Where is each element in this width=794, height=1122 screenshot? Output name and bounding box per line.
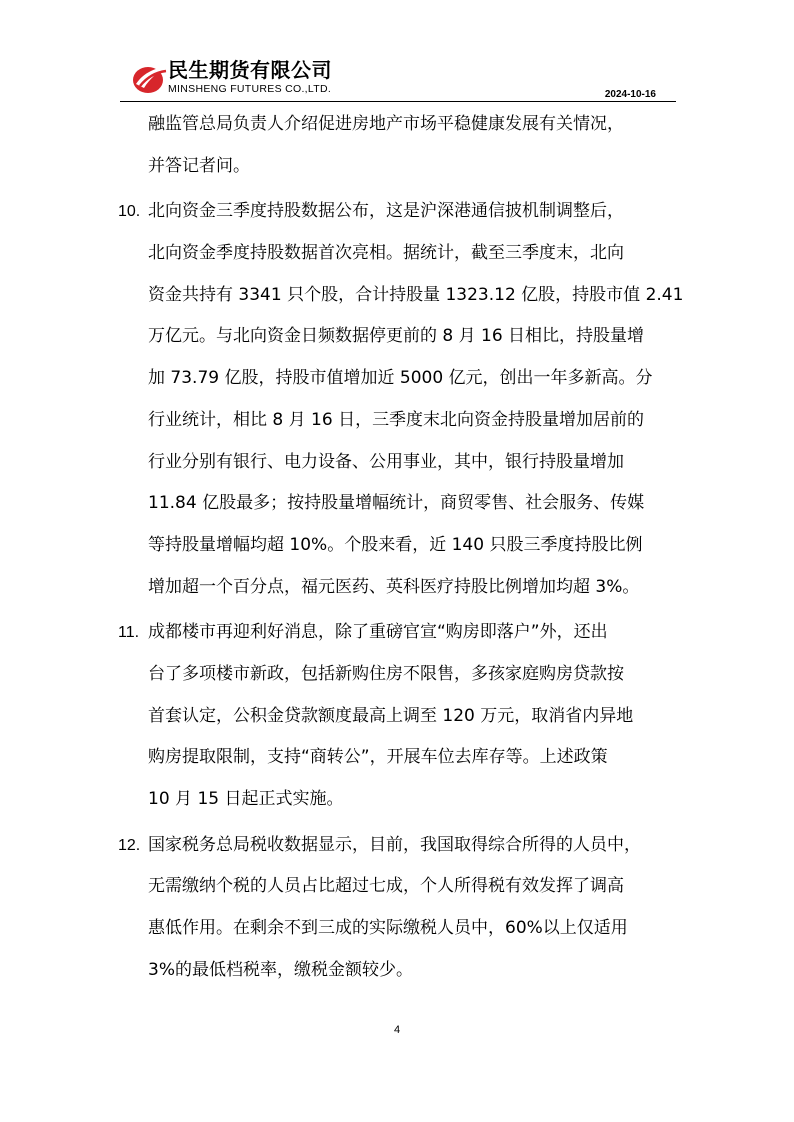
text-line: 台了多项楼市新政，包括新购住房不限售，多孩家庭购房贷款按 [148, 663, 624, 684]
list-item-number: 10. [118, 203, 141, 221]
text-line: 北向资金季度持股数据首次亮相。据统计，截至三季度末，北向 [148, 243, 624, 264]
header-divider [120, 101, 676, 102]
text-line: 并答记者问。 [148, 155, 250, 176]
text-line: 10 月 15 日起正式实施。 [148, 789, 344, 809]
text-line: 11.84 亿股最多；按持股量增幅统计，商贸零售、社会服务、传媒 [148, 493, 645, 514]
text-line: 增加超一个百分点，福元医药、英科医疗持股比例增加均超 3%。 [148, 576, 640, 597]
company-name-en: MINSHENG FUTURES CO.,LTD. [168, 83, 332, 95]
minsheng-logo-icon [130, 58, 170, 98]
report-date: 2024-10-16 [604, 89, 656, 100]
text-line: 惠低作用。在剩余不到三成的实际缴税人员中，60%以上仅适用 [148, 918, 628, 939]
text-line: 3%的最低档税率，缴税金额较少。 [148, 959, 413, 980]
text-line: 资金共持有 3341 只个股，合计持股量 1323.12 亿股，持股市值 2.41 [148, 284, 684, 305]
text-line: 融监管总局负责人介绍促进房地产市场平稳健康发展有关情况， [148, 114, 624, 134]
text-line: 北向资金三季度持股数据公布，这是沪深港通信披机制调整后， [148, 201, 624, 222]
text-line: 等持股量增幅均超 10%。个股来看，近 140 只股三季度持股比例 [148, 534, 643, 555]
page-number: 4 [393, 1024, 401, 1036]
text-line: 国家税务总局税收数据显示，目前，我国取得综合所得的人员中， [148, 834, 641, 855]
company-name-cn: 民生期货有限公司 [168, 58, 332, 82]
list-item [118, 825, 684, 992]
text-line: 行业分别有银行、电力设备、公用事业，其中，银行持股量增加 [148, 451, 624, 472]
list-item [118, 612, 684, 820]
text-line: 行业统计，相比 8 月 16 日，三季度末北向资金持股量增加居前的 [148, 409, 645, 430]
text-line: 购房提取限制，支持“商转公”，开展车位去库存等。上述政策 [148, 747, 608, 768]
text-line: 加 73.79 亿股，持股市值增加近 5000 亿元，创出一年多新高。分 [148, 368, 653, 389]
list-item-number: 12. [118, 836, 141, 854]
text-line: 无需缴纳个税的人员占比超过七成，个人所得税有效发挥了调高 [148, 876, 624, 897]
text-line: 成都楼市再迎利好消息，除了重磅官宣“购房即落户”外，还出 [148, 622, 608, 643]
document-body [118, 104, 684, 991]
list-item-number: 11. [118, 624, 140, 642]
page-header [120, 50, 676, 102]
list-item [118, 191, 684, 608]
text-line: 首套认定，公积金贷款额度最高上调至 120 万元，取消省内异地 [148, 705, 634, 726]
text-line: 万亿元。与北向资金日频数据停更前的 8 月 16 日相比，持股量增 [148, 326, 645, 347]
